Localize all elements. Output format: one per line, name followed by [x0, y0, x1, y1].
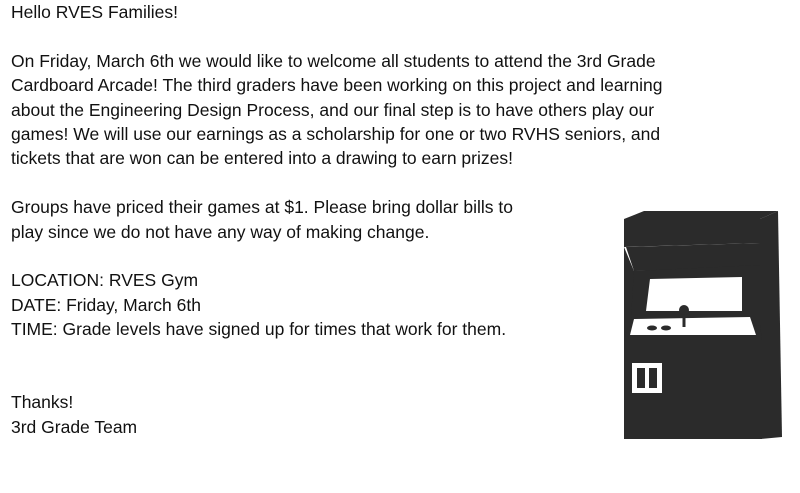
intro-line: tickets that are won can be entered into a drawing to earn prizes!	[11, 148, 513, 169]
signature: 3rd Grade Team	[11, 416, 138, 437]
time-line: TIME: Grade levels have signed up for times that work for them.	[11, 319, 507, 340]
pricing-line: Groups have priced their games at $1. Please bring dollar bills to	[11, 197, 513, 218]
intro-line: On Friday, March 6th we would like to welcome all students to attend the 3rd Grade	[11, 50, 656, 71]
intro-line: Cardboard Arcade! The third graders have been working on this project and learning	[11, 75, 663, 96]
intro-line: games! We will use our earnings as a scholarship for one or two RVHS seniors, and	[11, 124, 661, 145]
location-line: LOCATION: RVES Gym	[11, 270, 199, 291]
pricing-line: play since we do not have any way of making change.	[11, 221, 430, 242]
arcade-cabinet-icon	[610, 207, 795, 443]
intro-line: about the Engineering Design Process, and our final step is to have others play our	[11, 99, 655, 120]
closing: Thanks!	[11, 392, 74, 413]
date-line: DATE: Friday, March 6th	[11, 294, 201, 315]
greeting: Hello RVES Families!	[11, 2, 178, 22]
